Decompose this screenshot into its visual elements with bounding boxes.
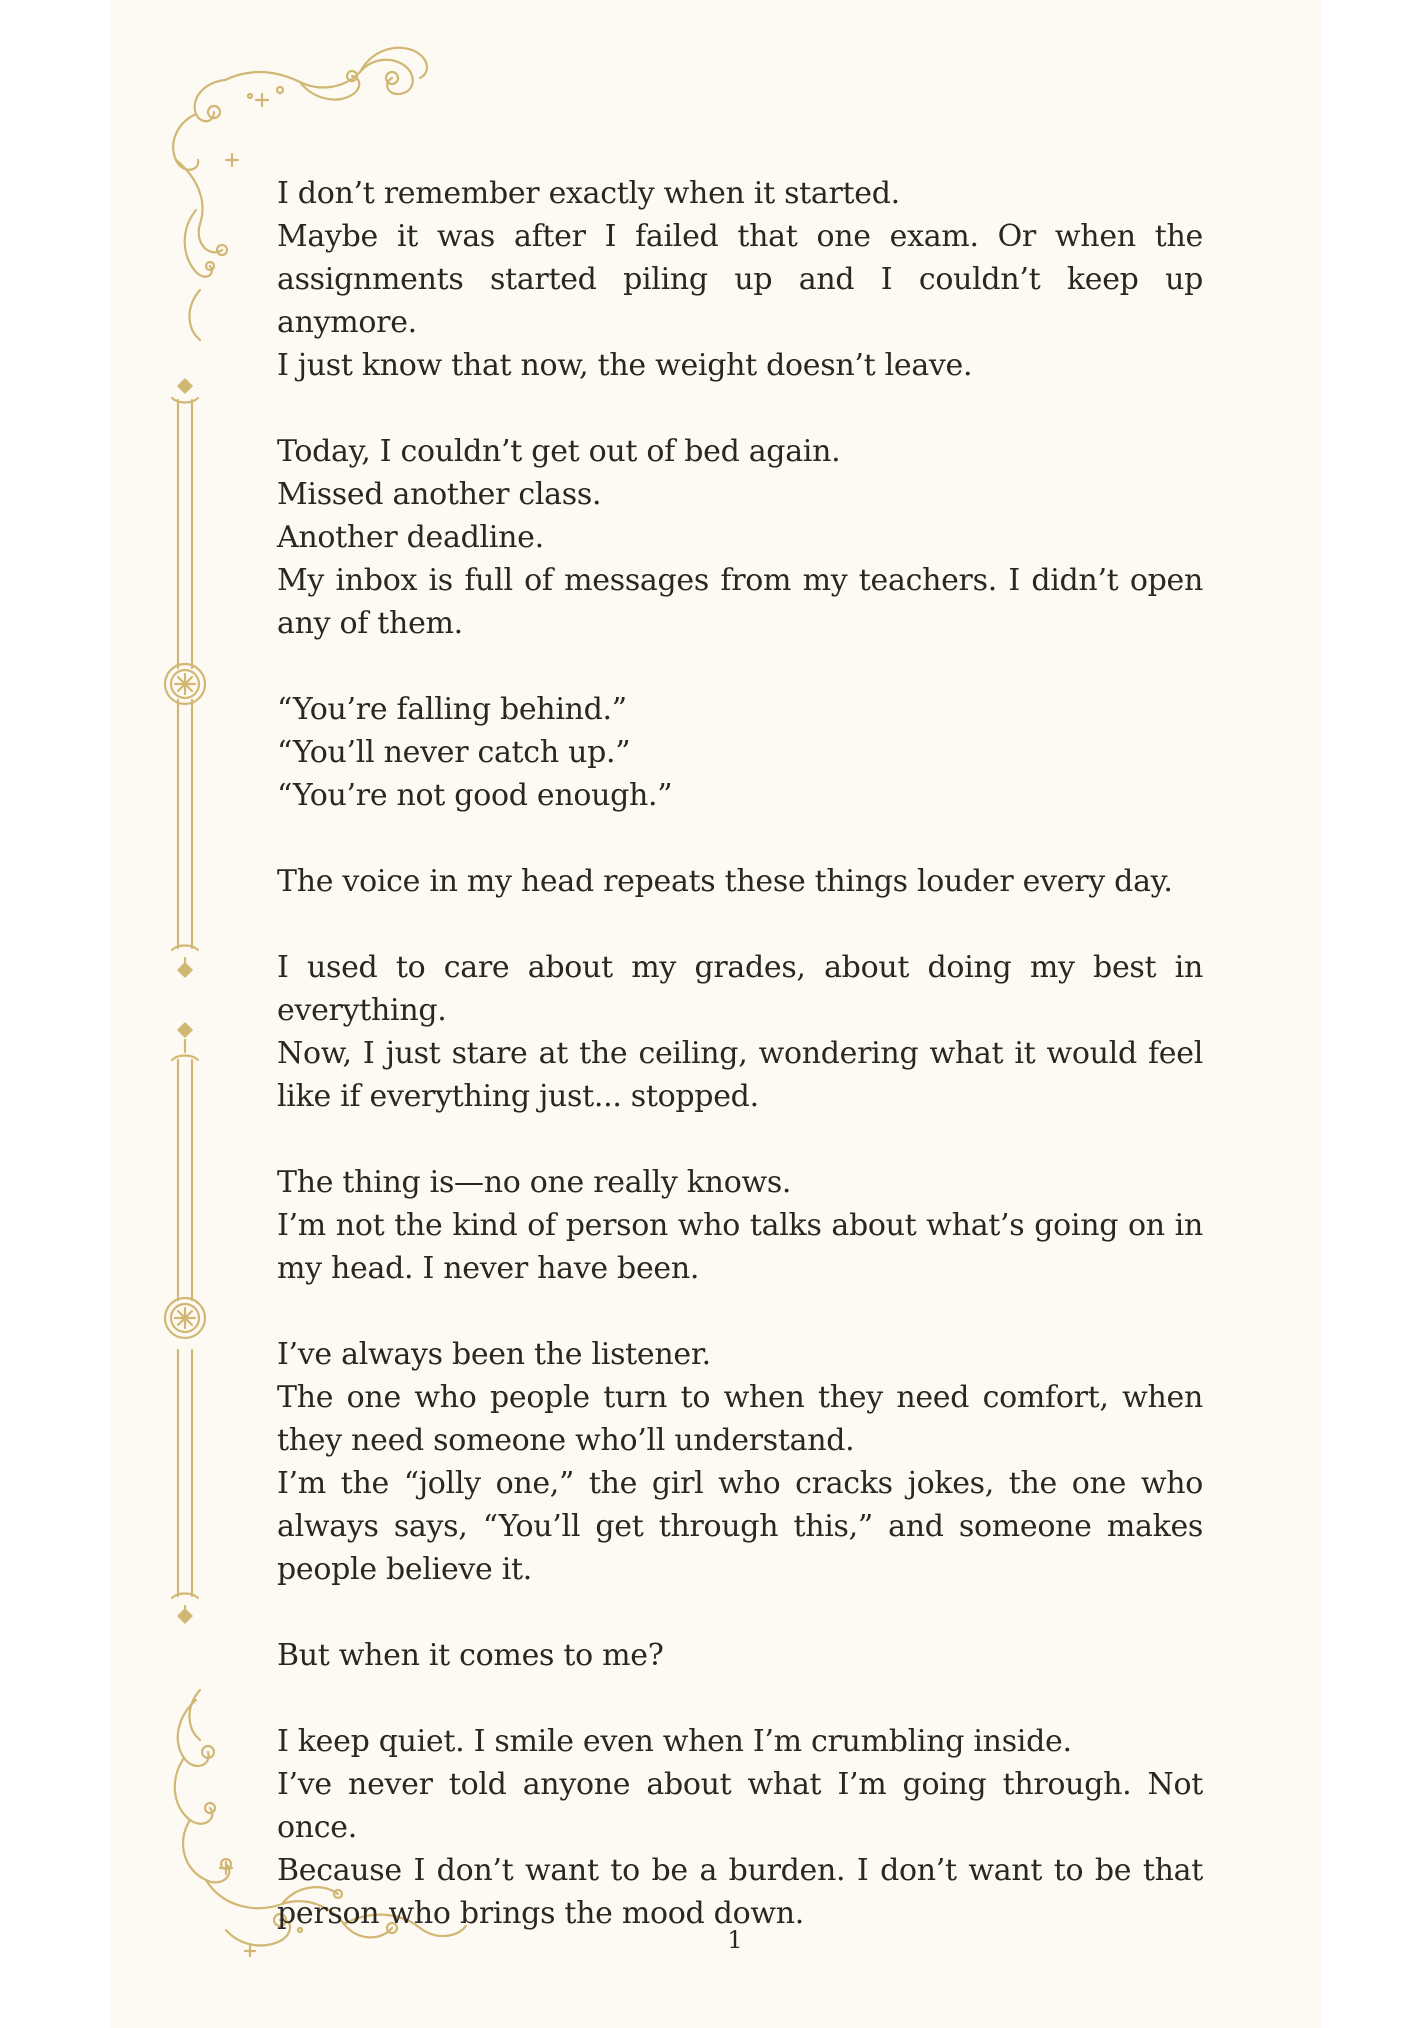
page-number: 1 bbox=[727, 1926, 743, 1954]
text-line: My inbox is full of messages from my teachers. I didn’t open any of them. bbox=[277, 563, 1203, 641]
paragraph bbox=[277, 1161, 1203, 1290]
text-line: “You’re not good enough.” bbox=[277, 778, 673, 813]
diamond-marker-icon bbox=[177, 378, 193, 1624]
text-line: But when it comes to me? bbox=[277, 1638, 664, 1673]
text-line: Now, I just stare at the ceiling, wondering what it would feel like if everything just... stopped. bbox=[277, 1036, 1203, 1114]
text-line: The one who people turn to when they need comfort, when they need someone who’ll understand. bbox=[277, 1380, 1203, 1458]
paragraph bbox=[277, 430, 1203, 645]
paragraph bbox=[277, 1333, 1203, 1591]
text-line: I’ve never told anyone about what I’m going through. Not once. bbox=[277, 1767, 1203, 1845]
text-line: I used to care about my grades, about doing my best in everything. bbox=[277, 950, 1203, 1028]
text-line: Maybe it was after I failed that one exam. Or when the assignments started piling up and I couldn’t keep up anymore. bbox=[277, 219, 1203, 340]
paragraph bbox=[277, 172, 1203, 387]
text-line: I keep quiet. I smile even when I’m crumbling inside. bbox=[277, 1724, 1072, 1759]
text-line: I just know that now, the weight doesn’t leave. bbox=[277, 348, 973, 383]
text-line: The voice in my head repeats these things louder every day. bbox=[277, 864, 1173, 899]
text-line: The thing is—no one really knows. bbox=[277, 1165, 792, 1200]
paragraph bbox=[277, 860, 1203, 903]
paragraph bbox=[277, 1720, 1203, 1935]
sun-medallion-icon bbox=[165, 664, 205, 1338]
text-line: “You’ll never catch up.” bbox=[277, 735, 631, 770]
text-line: I don’t remember exactly when it started. bbox=[277, 176, 900, 211]
text-line: I’m not the kind of person who talks about what’s going on in my head. I never have been. bbox=[277, 1208, 1203, 1286]
story-text bbox=[277, 172, 1203, 1978]
paragraph bbox=[277, 946, 1203, 1118]
text-line: Today, I couldn’t get out of bed again. bbox=[277, 434, 841, 469]
text-line: I’ve always been the listener. bbox=[277, 1337, 711, 1372]
text-line: Another deadline. bbox=[277, 520, 544, 555]
text-line: Because I don’t want to be a burden. I don’t want to be that person who brings the mood down. bbox=[277, 1853, 1203, 1931]
text-line: “You’re falling behind.” bbox=[277, 692, 627, 727]
left-vertical-rule bbox=[172, 380, 198, 1616]
text-line: Missed another class. bbox=[277, 477, 602, 512]
text-line: I’m the “jolly one,” the girl who cracks jokes, the one who always says, “You’ll get through this,” and someone makes people believe it. bbox=[277, 1466, 1203, 1587]
paragraph bbox=[277, 1634, 1203, 1677]
paragraph bbox=[277, 688, 1203, 817]
